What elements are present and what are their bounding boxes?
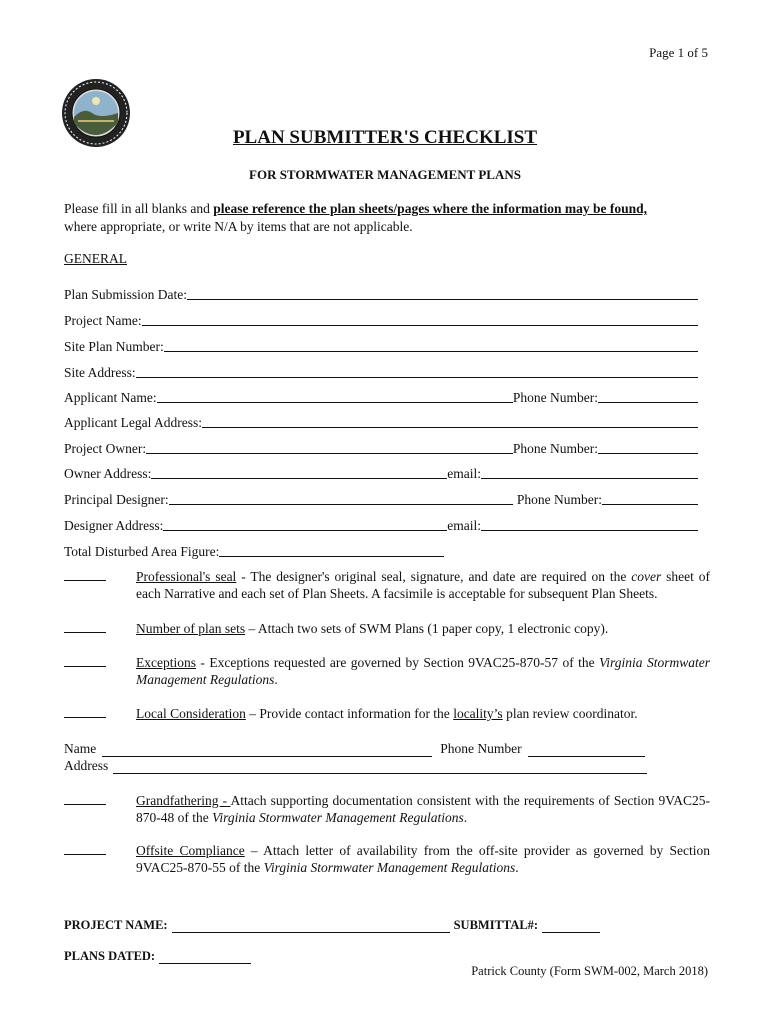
- check-blank[interactable]: [64, 792, 106, 805]
- page-subtitle: FOR STORMWATER MANAGEMENT PLANS: [249, 167, 521, 182]
- item-italic: cover: [631, 569, 662, 584]
- item-text: .: [515, 860, 519, 875]
- item-text: .: [463, 810, 468, 825]
- section-heading-general: GENERAL: [64, 251, 127, 266]
- item-text: – Provide contact information for the: [245, 706, 454, 721]
- contact-address-blank[interactable]: [113, 759, 647, 774]
- blank-line[interactable]: [146, 440, 513, 454]
- footer-plans-dated-row: [64, 946, 251, 964]
- blank-line[interactable]: [481, 517, 698, 531]
- blank-line[interactable]: [598, 389, 698, 403]
- contact-address-row: [64, 756, 664, 774]
- field-label-email: email:: [447, 518, 481, 533]
- field-label: Owner Address:: [64, 466, 152, 481]
- item-heading: Professional's seal: [136, 569, 237, 584]
- field-label-email: email:: [447, 466, 481, 481]
- footer-project-name-blank[interactable]: [172, 918, 450, 933]
- item-italic: Virginia Stormwater Management Regulations: [136, 655, 710, 687]
- item-italic: Virginia Stormwater Management Regulations: [212, 810, 464, 825]
- item-text: sheet of each Narrative and each set of Plan Sheets. A facsimile is acceptable for subsequent Plan Sheets.: [136, 569, 710, 601]
- check-blank[interactable]: [64, 568, 106, 581]
- field-site-plan-number[interactable]: [64, 337, 698, 355]
- blank-line[interactable]: [169, 491, 513, 505]
- item-text: Attach supporting documentation consistent with the requirements of Section 9VAC25-870-48 of the: [136, 793, 711, 825]
- page-title: PLAN SUBMITTER'S CHECKLIST: [232, 127, 538, 148]
- blank-line[interactable]: [481, 465, 698, 479]
- item-text: – Attach two sets of SWM Plans (1 paper copy, 1 electronic copy).: [245, 621, 609, 636]
- item-heading: Exceptions: [136, 655, 196, 670]
- field-label: Site Plan Number:: [64, 339, 164, 354]
- footer-plans-dated-blank[interactable]: [159, 949, 251, 964]
- blank-line[interactable]: [142, 312, 698, 326]
- blank-line[interactable]: [598, 440, 698, 454]
- item-text: - The designer's original seal, signature, and date are required on the: [236, 569, 632, 584]
- field-label: Project Name:: [64, 313, 142, 328]
- footer-submittal-blank[interactable]: [542, 918, 600, 933]
- checklist-item-local-consideration: [64, 705, 710, 722]
- field-label: Applicant Name:: [64, 390, 157, 405]
- intro-prefix: Please fill in all blanks and: [64, 201, 214, 216]
- field-project-name[interactable]: [64, 311, 698, 329]
- item-heading: Offsite Compliance: [136, 843, 245, 858]
- field-label: Designer Address:: [64, 518, 164, 533]
- blank-line[interactable]: [187, 286, 698, 300]
- field-label: Total Disturbed Area Figure:: [64, 544, 220, 559]
- contact-name-blank[interactable]: [102, 742, 432, 757]
- contact-phone-label: Phone Number: [440, 741, 522, 756]
- field-designer-address[interactable]: [64, 516, 698, 534]
- checklist-item-professional-seal: [64, 568, 710, 602]
- page-number: Page 1 of 5: [649, 45, 708, 60]
- item-heading: Number of plan sets: [136, 621, 246, 636]
- contact-address-label: Address: [64, 758, 109, 773]
- field-site-address[interactable]: [64, 363, 698, 381]
- intro-paragraph: [64, 200, 714, 236]
- field-plan-submission-date[interactable]: [64, 285, 698, 303]
- check-blank[interactable]: [64, 620, 106, 633]
- field-applicant-legal-address[interactable]: [64, 413, 698, 431]
- field-label-phone: Phone Number:: [512, 390, 598, 405]
- check-blank[interactable]: [64, 705, 106, 718]
- intro-suffix: where appropriate, or write N/A by items that are not applicable.: [64, 219, 413, 234]
- item-text: plan review coordinator.: [502, 706, 638, 721]
- blank-line[interactable]: [202, 414, 698, 428]
- item-italic: Virginia Stormwater Management Regulations: [263, 860, 516, 875]
- item-heading: Local Consideration: [136, 706, 246, 721]
- footer-submittal-label: SUBMITTAL#:: [453, 918, 539, 932]
- blank-line[interactable]: [164, 338, 698, 352]
- footer-project-row: [64, 915, 600, 933]
- checklist-item-grandfathering: [64, 792, 710, 826]
- field-label-phone: Phone Number:: [516, 492, 602, 507]
- contact-phone-blank[interactable]: [528, 742, 645, 757]
- checklist-item-offsite-compliance: [64, 842, 710, 876]
- item-underlined: locality’s: [453, 706, 503, 721]
- contact-name-row: [64, 739, 664, 757]
- field-label: Project Owner:: [64, 441, 147, 456]
- field-label: Site Address:: [64, 365, 136, 380]
- footer-note: Patrick County (Form SWM-002, March 2018): [471, 964, 708, 978]
- checklist-item-exceptions: [64, 654, 710, 688]
- field-label: Plan Submission Date:: [64, 287, 188, 302]
- item-text: .: [274, 672, 278, 687]
- checklist-item-plan-sets: [64, 620, 710, 637]
- blank-line[interactable]: [219, 543, 444, 557]
- item-heading: Grandfathering -: [136, 793, 231, 808]
- check-blank[interactable]: [64, 654, 106, 667]
- intro-emphasis: please reference the plan sheets/pages where the information may be found,: [213, 201, 648, 216]
- item-text: – Attach letter of availability from the off-site provider as governed by Section 9VAC25-870-55 of the: [136, 843, 710, 875]
- field-label: Applicant Legal Address:: [64, 415, 202, 430]
- field-total-disturbed-area[interactable]: [64, 542, 444, 560]
- field-label: Principal Designer:: [64, 492, 169, 507]
- footer-project-name-label: PROJECT NAME:: [64, 918, 168, 932]
- blank-line[interactable]: [151, 465, 447, 479]
- footer-plans-dated-label: PLANS DATED:: [64, 949, 156, 963]
- blank-line[interactable]: [157, 389, 513, 403]
- field-principal-designer[interactable]: [64, 490, 698, 508]
- check-blank[interactable]: [64, 842, 106, 855]
- blank-line[interactable]: [136, 364, 698, 378]
- blank-line[interactable]: [602, 491, 698, 505]
- field-applicant-name[interactable]: [64, 388, 698, 406]
- field-label-phone: Phone Number:: [512, 441, 598, 456]
- field-project-owner[interactable]: [64, 439, 698, 457]
- blank-line[interactable]: [163, 517, 447, 531]
- contact-name-label: Name: [64, 741, 97, 756]
- field-owner-address[interactable]: [64, 464, 698, 482]
- item-text: - Exceptions requested are governed by Section 9VAC25-870-57 of the: [196, 655, 600, 670]
